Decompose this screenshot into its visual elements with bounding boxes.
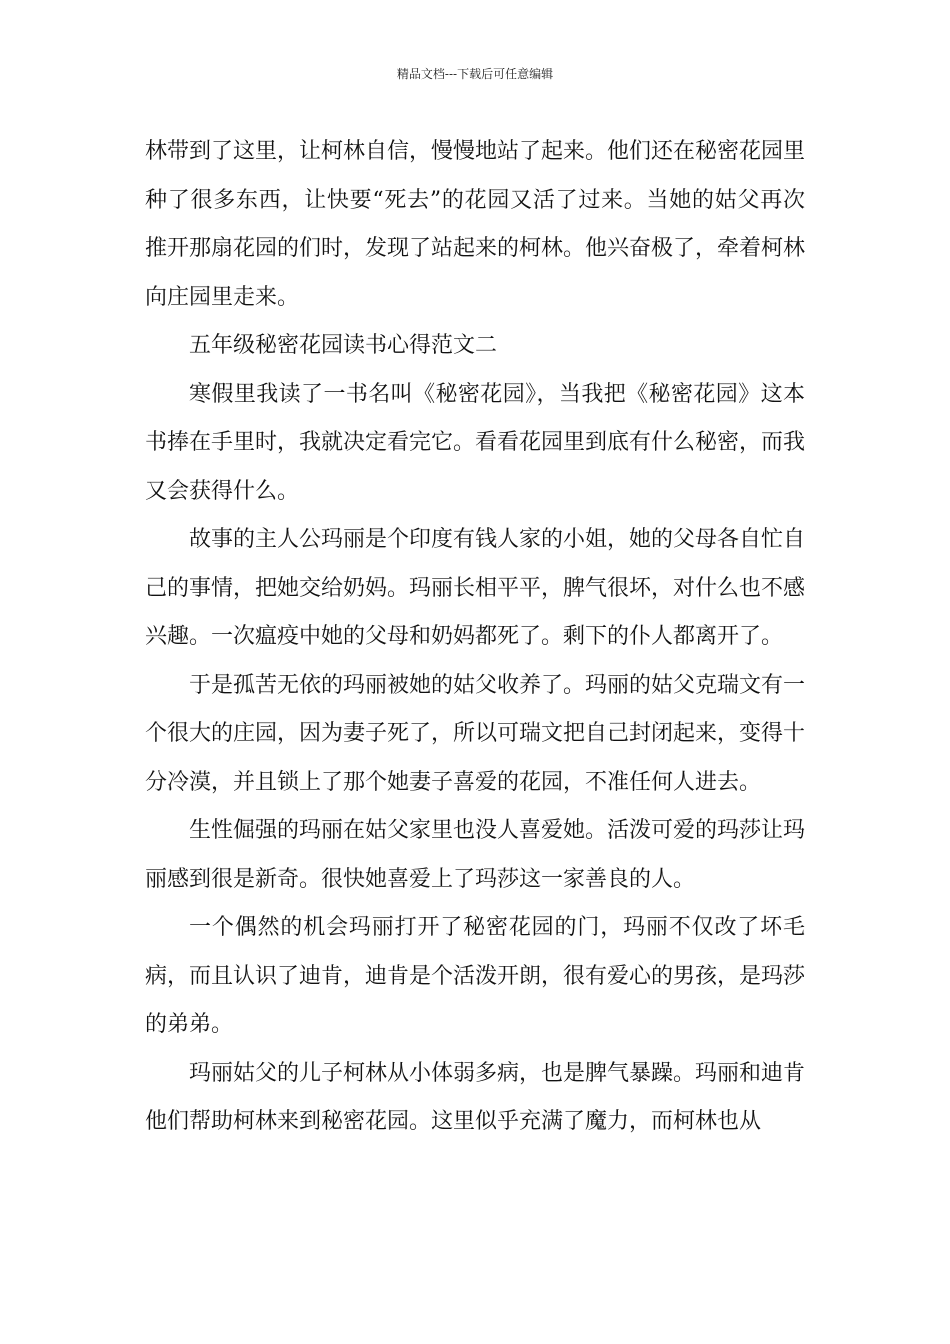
page-header: 精品文档---下载后可任意编辑	[396, 67, 554, 81]
paragraph-6: 一个偶然的机会玛丽打开了秘密花园的门，玛丽不仅改了坏毛病，而且认识了迪肯，迪肯是个活泼开朗，很有爱心的男孩，是玛莎的弟弟。	[145, 915, 806, 1037]
section-title: 五年级秘密花园读书心得范文二	[189, 333, 498, 358]
paragraph-2: 寒假里我读了一书名叫《秘密花园》，当我把《秘密花园》这本书捧在手里时，我就决定看完它。看看花园里到底有什么秘密，而我又会获得什么。	[145, 381, 806, 504]
paragraph-7: 玛丽姑父的儿子柯林从小体弱多病，也是脾气暴躁。玛丽和迪肯他们帮助柯林来到秘密花园。这里似乎充满了魔力，而柯林也从	[145, 1060, 806, 1134]
paragraph-3: 故事的主人公玛丽是个印度有钱人家的小姐，她的父母各自忙自己的事情，把她交给奶妈。玛丽长相平平，脾气很坏，对什么也不感兴趣。一次瘟疫中她的父母和奶妈都死了。剩下的仆人都离开了。	[145, 527, 806, 649]
paragraph-4: 于是孤苦无依的玛丽被她的姑父收养了。玛丽的姑父克瑞文有一个很大的庄园，因为妻子死了，所以可瑞文把自己封闭起来，变得十分冷漠，并且锁上了那个她妻子喜爱的花园，不准任何人进去。	[145, 672, 806, 795]
paragraph-1: 林带到了这里，让柯林自信，慢慢地站了起来。他们还在秘密花园里种了很多东西，让快要“死去”的花园又活了过来。当她的姑父再次推开那扇花园的们时，发现了站起来的柯林。他兴奋极了，牵着柯林向庄园里走来。	[145, 139, 806, 310]
document-body	[145, 128, 805, 1147]
paragraph-5: 生性倔强的玛丽在姑父家里也没人喜爱她。活泼可爱的玛莎让玛丽感到很是新奇。很快她喜爱上了玛莎这一家善良的人。	[145, 818, 806, 892]
